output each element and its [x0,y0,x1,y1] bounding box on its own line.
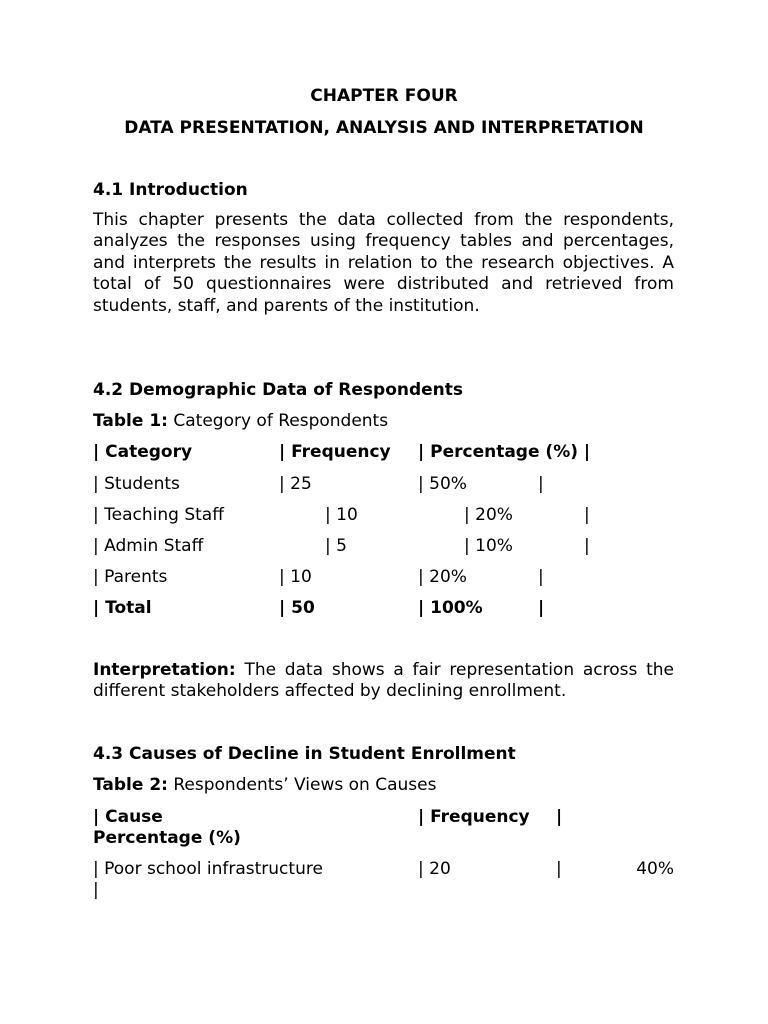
table-header-cell: | Percentage (%) | [418,442,591,462]
table-2-title: Respondents’ Views on Causes [173,775,437,795]
table-cell: | [584,505,590,525]
table-cell: | 50% [418,474,467,494]
table-1-label: Table 1: [93,411,168,431]
table-cell: | Poor school infrastructure [93,859,323,879]
table-cell: | Teaching Staff [93,505,224,525]
table-header-cell: | Category [93,442,193,462]
table-cell: | 20 [418,859,451,879]
table-cell: | 20% [418,567,467,587]
table-2-label: Table 2: [93,775,168,795]
table-cell: | 10 [279,567,312,587]
table-cell: | Admin Staff [93,536,204,556]
introduction-paragraph: This chapter presents the data collected from the respondents, analyzes the responses using frequency tables and percentages, and interprets the results in relation to the research objectives. A total of 50 questionnaires were distributed and retrieved from students, staff, and parents of the institution. [93,210,674,316]
table-header-cell: Percentage (%) [93,828,241,848]
table-cell: | [556,859,562,879]
table-cell: | [93,880,99,900]
interpretation-label: Interpretation: [93,660,236,680]
section-heading-introduction: 4.1 Introduction [93,180,248,200]
chapter-subtitle: DATA PRESENTATION, ANALYSIS AND INTERPRETATION [124,118,644,138]
table-2-caption [93,775,436,795]
table-cell: | Parents [93,567,168,587]
interpretation-text: The data shows a fair representation across the different stakeholders affected by declining enrollment. [93,660,674,702]
table-header-cell: | [556,807,563,827]
table-cell: 40% [636,859,674,879]
table-cell: | [538,598,545,618]
table-cell: | [584,536,590,556]
table-cell: | 10% [464,536,513,556]
interpretation-paragraph [93,660,674,703]
table-cell: | 50 [279,598,315,618]
table-cell: | Students [93,474,180,494]
table-cell: | [538,474,544,494]
table-header-cell: | Frequency [279,442,391,462]
table-1-caption [93,411,388,431]
table-cell: | 100% [418,598,483,618]
table-header-cell: | Frequency [418,807,530,827]
table-cell: | Total [93,598,152,618]
table-cell: | [538,567,544,587]
table-1-title: Category of Respondents [173,411,389,431]
section-heading-demographic: 4.2 Demographic Data of Respondents [93,380,464,400]
table-cell: | 5 [325,536,347,556]
table-header-cell: | Cause [93,807,163,827]
table-cell: | 20% [464,505,513,525]
table-cell: | 25 [279,474,312,494]
chapter-title: CHAPTER FOUR [310,86,458,106]
section-heading-causes: 4.3 Causes of Decline in Student Enrollment [93,744,516,764]
table-cell: | 10 [325,505,358,525]
